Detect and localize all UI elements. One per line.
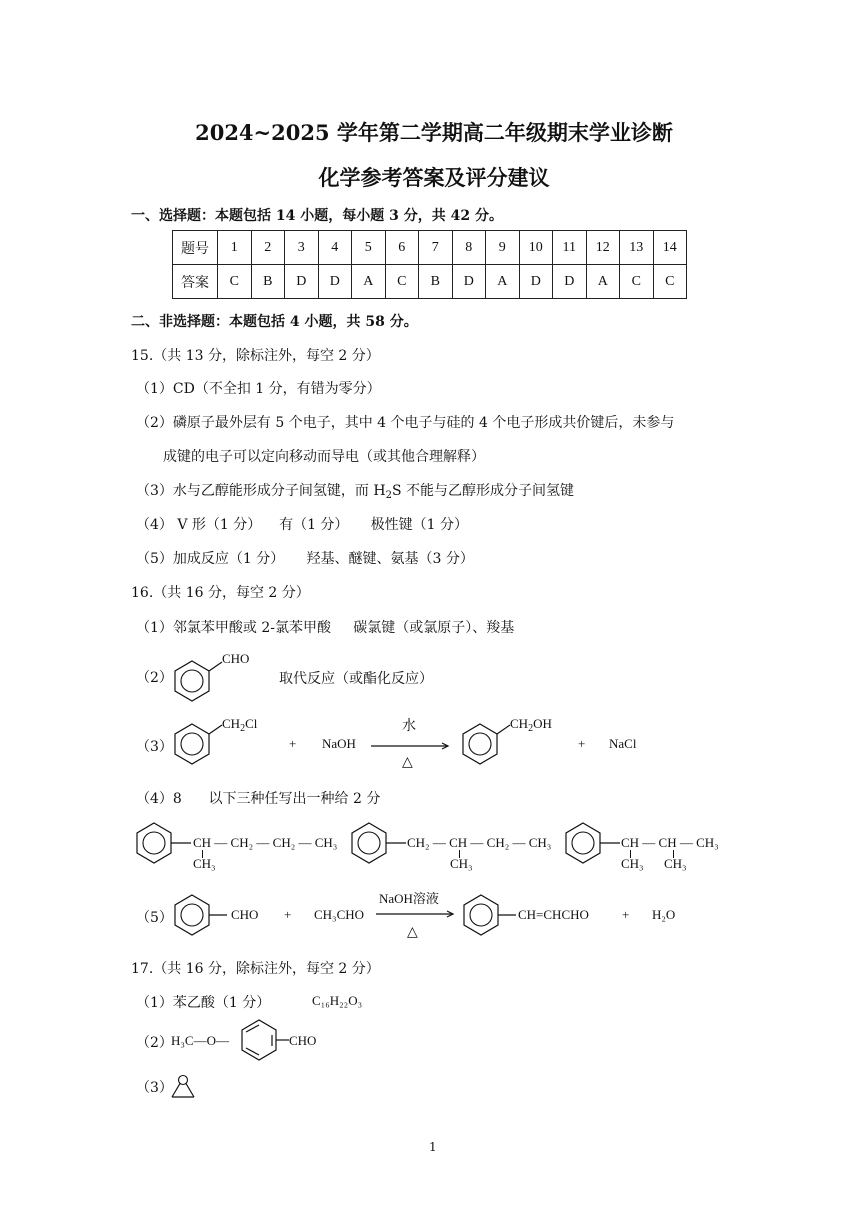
q16-answer-2-label: （2） [136, 670, 173, 686]
q16-heading: 16.（共 16 分，每空 2 分） [131, 585, 310, 601]
q16-answer-5-water: H₂O [652, 907, 676, 922]
q16-answer-1: （1）邻氯苯甲酸或 2-氯苯甲酸 碳氯键（或氯原子）、羧基 [136, 620, 515, 636]
benzene-ring-icon [172, 659, 212, 703]
q15-heading: 15.（共 13 分，除标注外，每空 2 分） [131, 348, 380, 364]
part2-heading: 二、非选择题：本题包括 4 小题，共 58 分。 [131, 314, 418, 330]
table-header-cell: 答案 [173, 265, 218, 299]
q16-answer-5-reagent: CH₃CHO [314, 907, 365, 922]
q16-answer-3-reactant-group [222, 716, 257, 732]
table-row-numbers [173, 231, 687, 265]
table-cell: 12 [586, 231, 620, 265]
q16-answer-5-group: CHO [231, 907, 259, 922]
table-cell: 14 [653, 231, 687, 265]
reaction-arrow-icon [376, 910, 456, 918]
plus-sign: + [622, 907, 630, 922]
q15-answer-5: （5）加成反应（1 分） 羟基、醚键、氨基（3 分） [136, 551, 474, 567]
q16-answer-5-product: CH=CHCHO [518, 907, 589, 922]
reaction-condition-bottom: △ [407, 924, 418, 940]
reaction-condition-top: NaOH溶液 [379, 891, 439, 906]
benzene-ring-icon [134, 821, 174, 865]
reaction-condition-top: 水 [402, 718, 416, 734]
q17-answer-2-right: CHO [289, 1033, 317, 1048]
table-cell: B [419, 265, 453, 299]
table-cell: D [285, 265, 319, 299]
table-cell: C [653, 265, 687, 299]
table-cell: D [318, 265, 352, 299]
q16-answer-2-group: CHO [222, 651, 250, 666]
plus-sign: + [289, 736, 297, 751]
group-text-end: Cl [245, 716, 258, 731]
q17-answer-2-label: （2） [136, 1035, 173, 1051]
table-cell: 5 [352, 231, 386, 265]
table-cell: 10 [519, 231, 553, 265]
table-cell: 11 [553, 231, 587, 265]
q15-answer-2-line2: 成键的电子可以定向移动而导电（或其他合理解释） [163, 449, 485, 465]
q17-answer-3-label: （3） [136, 1080, 173, 1096]
isomer-3-chain: CH — CH — CH₃ [621, 835, 719, 850]
q16-answer-3-naoh: NaOH [322, 736, 356, 751]
table-cell: 2 [251, 231, 285, 265]
group-sub: 2 [240, 723, 246, 734]
isomer-1-branch: CH₃ [193, 856, 216, 871]
table-cell: A [486, 265, 520, 299]
part1-heading: 一、选择题：本题包括 14 小题，每小题 3 分，共 42 分。 [131, 208, 503, 224]
group-text: CH [510, 716, 529, 731]
answer-table [172, 230, 687, 299]
q16-answer-3-label: （3） [136, 739, 173, 755]
table-header-cell: 题号 [173, 231, 218, 265]
table-row-answers [173, 265, 687, 299]
table-cell: 8 [452, 231, 486, 265]
benzene-ring-icon [172, 893, 212, 937]
table-cell: 1 [218, 231, 252, 265]
document-title: 2024~2025 学年第二学期高二年级期末学业诊断 [195, 120, 673, 145]
q17-heading: 17.（共 16 分，除标注外，每空 2 分） [131, 961, 380, 977]
q16-answer-2-text: 取代反应（或酯化反应） [279, 671, 433, 687]
table-cell: A [586, 265, 620, 299]
table-cell: B [251, 265, 285, 299]
group-text: CH [222, 716, 241, 731]
q15-answer-3 [136, 480, 574, 500]
isomer-3-branch-2: CH₃ [664, 856, 687, 871]
document-subtitle: 化学参考答案及评分建议 [318, 165, 550, 190]
table-cell: C [620, 265, 654, 299]
q17-answer-1-formula: C₁₆H₂₂O₃ [312, 993, 363, 1008]
table-cell: 13 [620, 231, 654, 265]
group-text-end: OH [533, 716, 552, 731]
q16-answer-3-nacl: NaCl [609, 736, 637, 751]
isomer-2-chain: CH₂ — CH — CH₂ — CH₃ [407, 835, 552, 850]
benzene-ring-icon [461, 893, 501, 937]
table-cell: D [452, 265, 486, 299]
plus-sign: + [578, 736, 586, 751]
table-cell: 7 [419, 231, 453, 265]
epoxide-ring-icon [170, 1074, 196, 1100]
q16-answer-3-product-group [510, 716, 552, 732]
table-cell: D [519, 265, 553, 299]
plus-sign: + [284, 907, 292, 922]
q16-answer-4: （4）8 以下三种任写出一种给 2 分 [136, 791, 381, 807]
q17-answer-2-left: H₃C—O— [171, 1033, 229, 1048]
benzene-ring-icon [239, 1018, 279, 1062]
q15-answer-2-line1: （2）磷原子最外层有 5 个电子，其中 4 个电子与硅的 4 个电子形成共价键后，未参与 [136, 415, 675, 431]
benzene-ring-icon [349, 821, 389, 865]
table-cell: 6 [385, 231, 419, 265]
isomer-1-chain: CH — CH₂ — CH₂ — CH₃ [193, 835, 338, 850]
table-cell: 3 [285, 231, 319, 265]
q16-answer-5-label: （5） [136, 910, 173, 926]
q15-answer-3-sub: 2 [385, 490, 392, 501]
table-cell: C [385, 265, 419, 299]
reaction-arrow-icon [371, 742, 451, 750]
table-cell: D [553, 265, 587, 299]
group-sub: 2 [528, 723, 534, 734]
reaction-condition-bottom: △ [402, 754, 413, 770]
q17-answer-1-text: （1）苯乙酸（1 分） [136, 995, 271, 1011]
q15-answer-4: （4） V 形（1 分） 有（1 分） 极性键（1 分） [136, 517, 469, 533]
q15-answer-1: （1）CD（不全扣 1 分，有错为零分） [136, 381, 381, 397]
q15-answer-3-pre: （3）水与乙醇能形成分子间氢键，而 H [136, 483, 386, 499]
benzene-ring-icon [172, 722, 212, 766]
benzene-ring-icon [563, 821, 603, 865]
table-cell: 9 [486, 231, 520, 265]
q15-answer-3-post: S 不能与乙醇形成分子间氢键 [391, 483, 574, 499]
table-cell: 4 [318, 231, 352, 265]
page-number: 1 [429, 1140, 437, 1154]
table-cell: C [218, 265, 252, 299]
isomer-2-branch: CH₃ [450, 856, 473, 871]
table-cell: A [352, 265, 386, 299]
benzene-ring-icon [460, 722, 500, 766]
isomer-3-branch-1: CH₃ [621, 856, 644, 871]
